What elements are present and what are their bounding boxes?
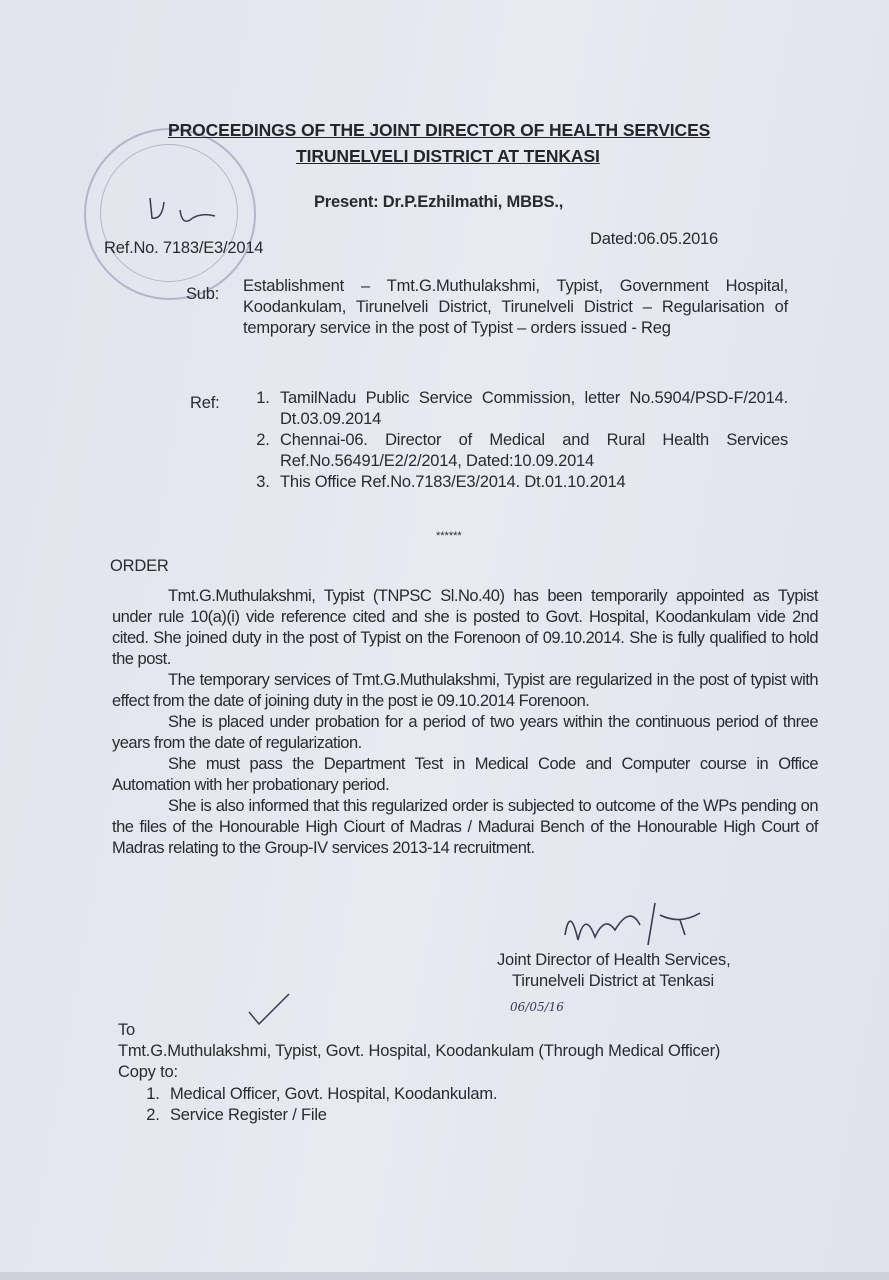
order-paragraph: The temporary services of Tmt.G.Muthulakshmi, Typist are regularized in the post of typist with effect from the date of joining duty in the post ie 09.10.2014 Forenoon.	[112, 671, 818, 710]
order-heading: ORDER	[110, 557, 169, 575]
title-line-1: PROCEEDINGS OF THE JOINT DIRECTOR OF HEALTH SERVICES	[168, 120, 711, 140]
order-paragraph: Tmt.G.Muthulakshmi, Typist (TNPSC Sl.No.40) has been temporarily appointed as Typist under rule 10(a)(i) vide reference cited and she is posted to Govt. Hospital, Koodankulam vide 2nd cited. She joined duty in the post of Typist on the Forenoon of 09.10.2014. She is fully qualified to hold the post.	[112, 587, 818, 668]
copy-to-label: Copy to:	[118, 1063, 178, 1081]
title-line-2: TIRUNELVELI DISTRICT AT TENKASI	[296, 146, 600, 166]
order-paragraph: She must pass the Department Test in Medical Code and Computer course in Office Automation with her probationary period.	[112, 755, 818, 794]
separator: ******	[436, 530, 462, 542]
signatory-designation: Joint Director of Health Services,	[497, 951, 731, 969]
order-paragraph: She is also informed that this regularized order is subjected to outcome of the WPs pending on the files of the Honourable High Ciourt of Madras / Madurai Bench of the Honourable High Court of Madras relating to the Group-IV services 2013-14 recruitment.	[112, 797, 818, 857]
references-label: Ref:	[190, 394, 220, 412]
recipient: Tmt.G.Muthulakshmi, Typist, Govt. Hospital, Koodankulam (Through Medical Officer)	[118, 1042, 721, 1060]
order-body	[112, 586, 818, 859]
handwritten-date: 06/05/16	[510, 1000, 564, 1014]
reference-item: 3. This Office Ref.No.7183/E3/2014. Dt.01.10.2014	[274, 472, 788, 493]
director-signature	[560, 895, 740, 955]
reference-item: 1. TamilNadu Public Service Commission, letter No.5904/PSD-F/2014. Dt.03.09.2014	[274, 388, 788, 430]
signatory-office: Tirunelveli District at Tenkasi	[512, 972, 714, 990]
references-list	[244, 388, 788, 493]
subject-text: Establishment – Tmt.G.Muthulakshmi, Typist, Government Hospital, Koodankulam, Tirunelveli District, Tirunelveli District – Regularisation of temporary service in the post of Typist – orders issued - Reg	[243, 277, 788, 337]
to-label: To	[118, 1021, 136, 1039]
present-officer: Present: Dr.P.Ezhilmathi, MBBS.,	[314, 193, 564, 211]
copy-item: 1. Medical Officer, Govt. Hospital, Koodankulam.	[164, 1084, 497, 1105]
reference-number: Ref.No. 7183/E3/2014	[104, 239, 264, 257]
copy-list	[144, 1084, 497, 1126]
order-paragraph: She is placed under probation for a period of two years within the continuous period of three years from the date of regularization.	[112, 713, 818, 752]
reference-item: 2. Chennai-06. Director of Medical and Rural Health Services Ref.No.56491/E2/2/2014, Dated:10.09.2014	[274, 430, 788, 472]
initials-signature	[140, 190, 230, 240]
check-mark	[245, 990, 295, 1030]
subject-label: Sub:	[186, 285, 220, 303]
order-date: Dated:06.05.2016	[590, 230, 718, 248]
copy-item: 2. Service Register / File	[164, 1105, 497, 1126]
